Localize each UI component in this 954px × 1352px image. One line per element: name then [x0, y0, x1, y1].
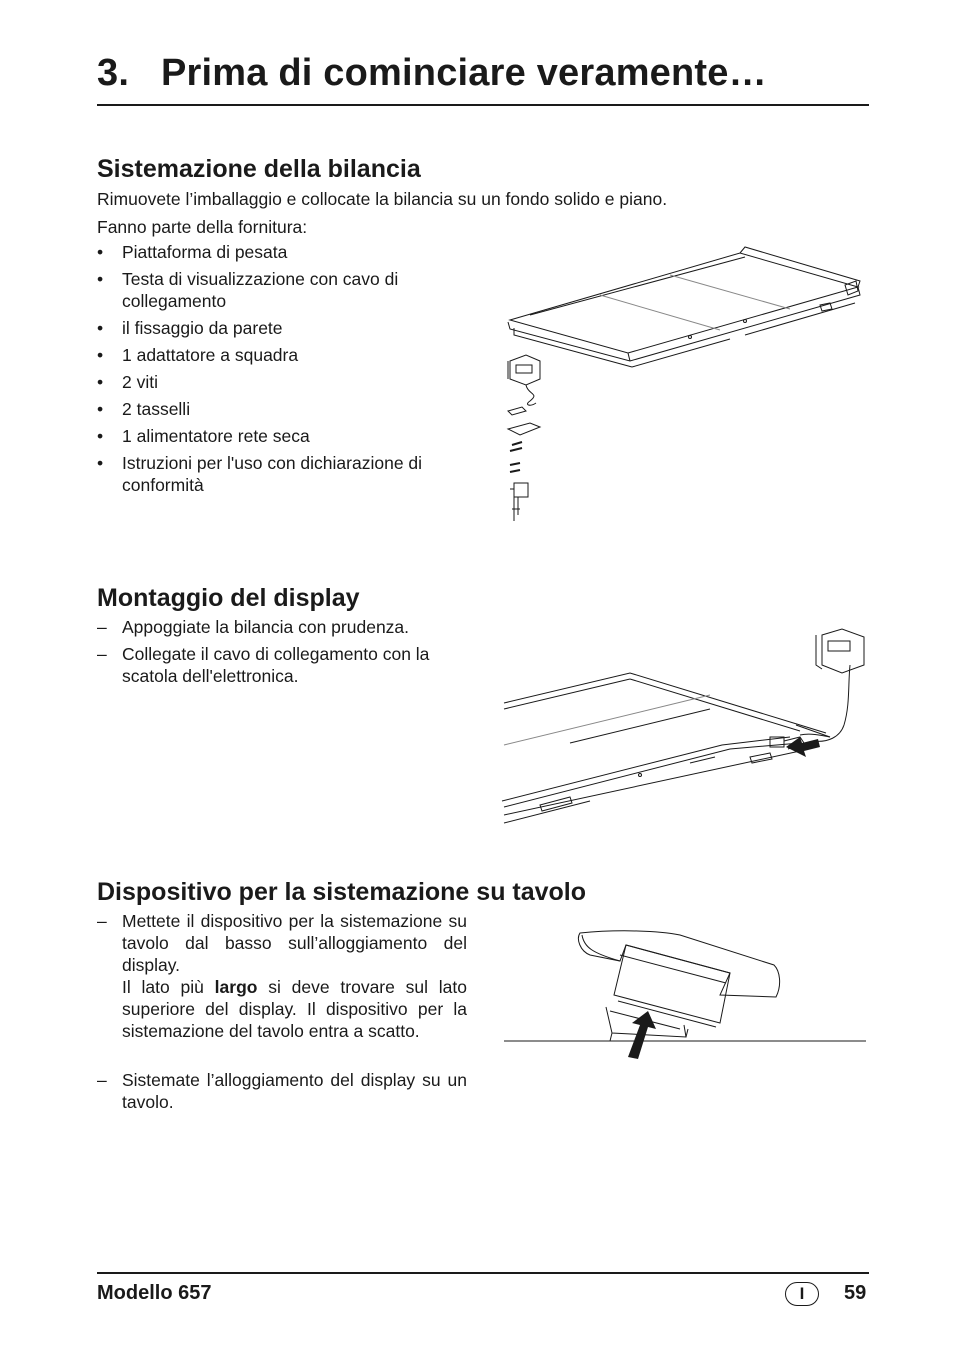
- upturned-platform-drawing: [502, 673, 830, 823]
- display-head-drawing: [812, 629, 864, 741]
- insert-arrow-icon: [786, 737, 820, 757]
- setup-intro: Rimuovete l’imballaggio e collocate la bilancia su un fondo solido e piano.: [97, 189, 668, 209]
- delivery-label: Fanno parte della fornitura:: [97, 217, 308, 237]
- list-item: • Istruzioni per l'uso con dichiarazione di conformità: [97, 453, 423, 495]
- chapter-heading: [97, 52, 767, 95]
- list-item: – Sistemate l’alloggiamento del display su un tavolo.: [97, 1070, 467, 1112]
- list-item: • Testa di visualizzazione con cavo di collegamento: [97, 269, 399, 311]
- section-heading-table-stand: Dispositivo per la sistemazione su tavolo: [97, 878, 587, 906]
- delivery-list: [97, 241, 469, 501]
- list-item: – Mettete il dispositivo per la sistemazione su tavolo dal basso sull’alloggiamento del display. Il lato più largo si deve trovare sul lato superiore del display. Il dispositivo per la sistemazione del tavolo entra a scatto.: [97, 911, 468, 1041]
- list-item: • 1 alimentatore rete seca: [97, 426, 310, 446]
- section-heading-setup: Sistemazione della bilancia: [97, 155, 421, 183]
- table-stand-step-text: Mettete il dispositivo per la sistemazione su tavolo dal basso sull’alloggiamento del display.: [122, 911, 467, 975]
- display-head-drawing: [508, 355, 540, 405]
- page-number: 59: [844, 1282, 867, 1304]
- list-item: • 2 tasselli: [97, 399, 191, 419]
- list-item: – Appoggiate la bilancia con prudenza.: [97, 617, 410, 637]
- section-heading-display-mount: Montaggio del display: [97, 584, 360, 612]
- weighing-platform-drawing: [508, 247, 860, 367]
- language-badge: I: [785, 1282, 819, 1306]
- model-name: Modello 657: [97, 1282, 212, 1304]
- delivery-contents-illustration: [500, 245, 870, 535]
- display-housing-drawing: [578, 931, 779, 1027]
- table-stand-illustration: [500, 925, 870, 1065]
- display-mount-steps: [97, 616, 469, 692]
- cable-connection-illustration: [500, 625, 870, 830]
- chapter-title: Prima di cominciare veramente…: [161, 52, 767, 94]
- small-parts-drawing: [508, 407, 540, 521]
- list-item: • il fissaggio da parete: [97, 318, 283, 338]
- table-stand-note-emphasis: largo: [214, 977, 258, 997]
- table-stand-steps: [97, 910, 467, 1118]
- list-item: • 2 viti: [97, 372, 158, 392]
- table-stand-note-after: si deve trovare sul lato superiore del display. Il dispositivo per la sistemazione del tavolo entra a scatto.: [122, 977, 468, 1041]
- list-item: • Piattaforma di pesata: [97, 242, 288, 262]
- list-item: • 1 adattatore a squadra: [97, 345, 299, 365]
- table-stand-note-before: Il lato più: [122, 977, 215, 997]
- chapter-number: 3.: [97, 52, 130, 94]
- footer-rule: [97, 1272, 869, 1274]
- header-rule: [97, 104, 869, 106]
- list-item: – Collegate il cavo di collegamento con la scatola dell'elettronica.: [97, 644, 430, 686]
